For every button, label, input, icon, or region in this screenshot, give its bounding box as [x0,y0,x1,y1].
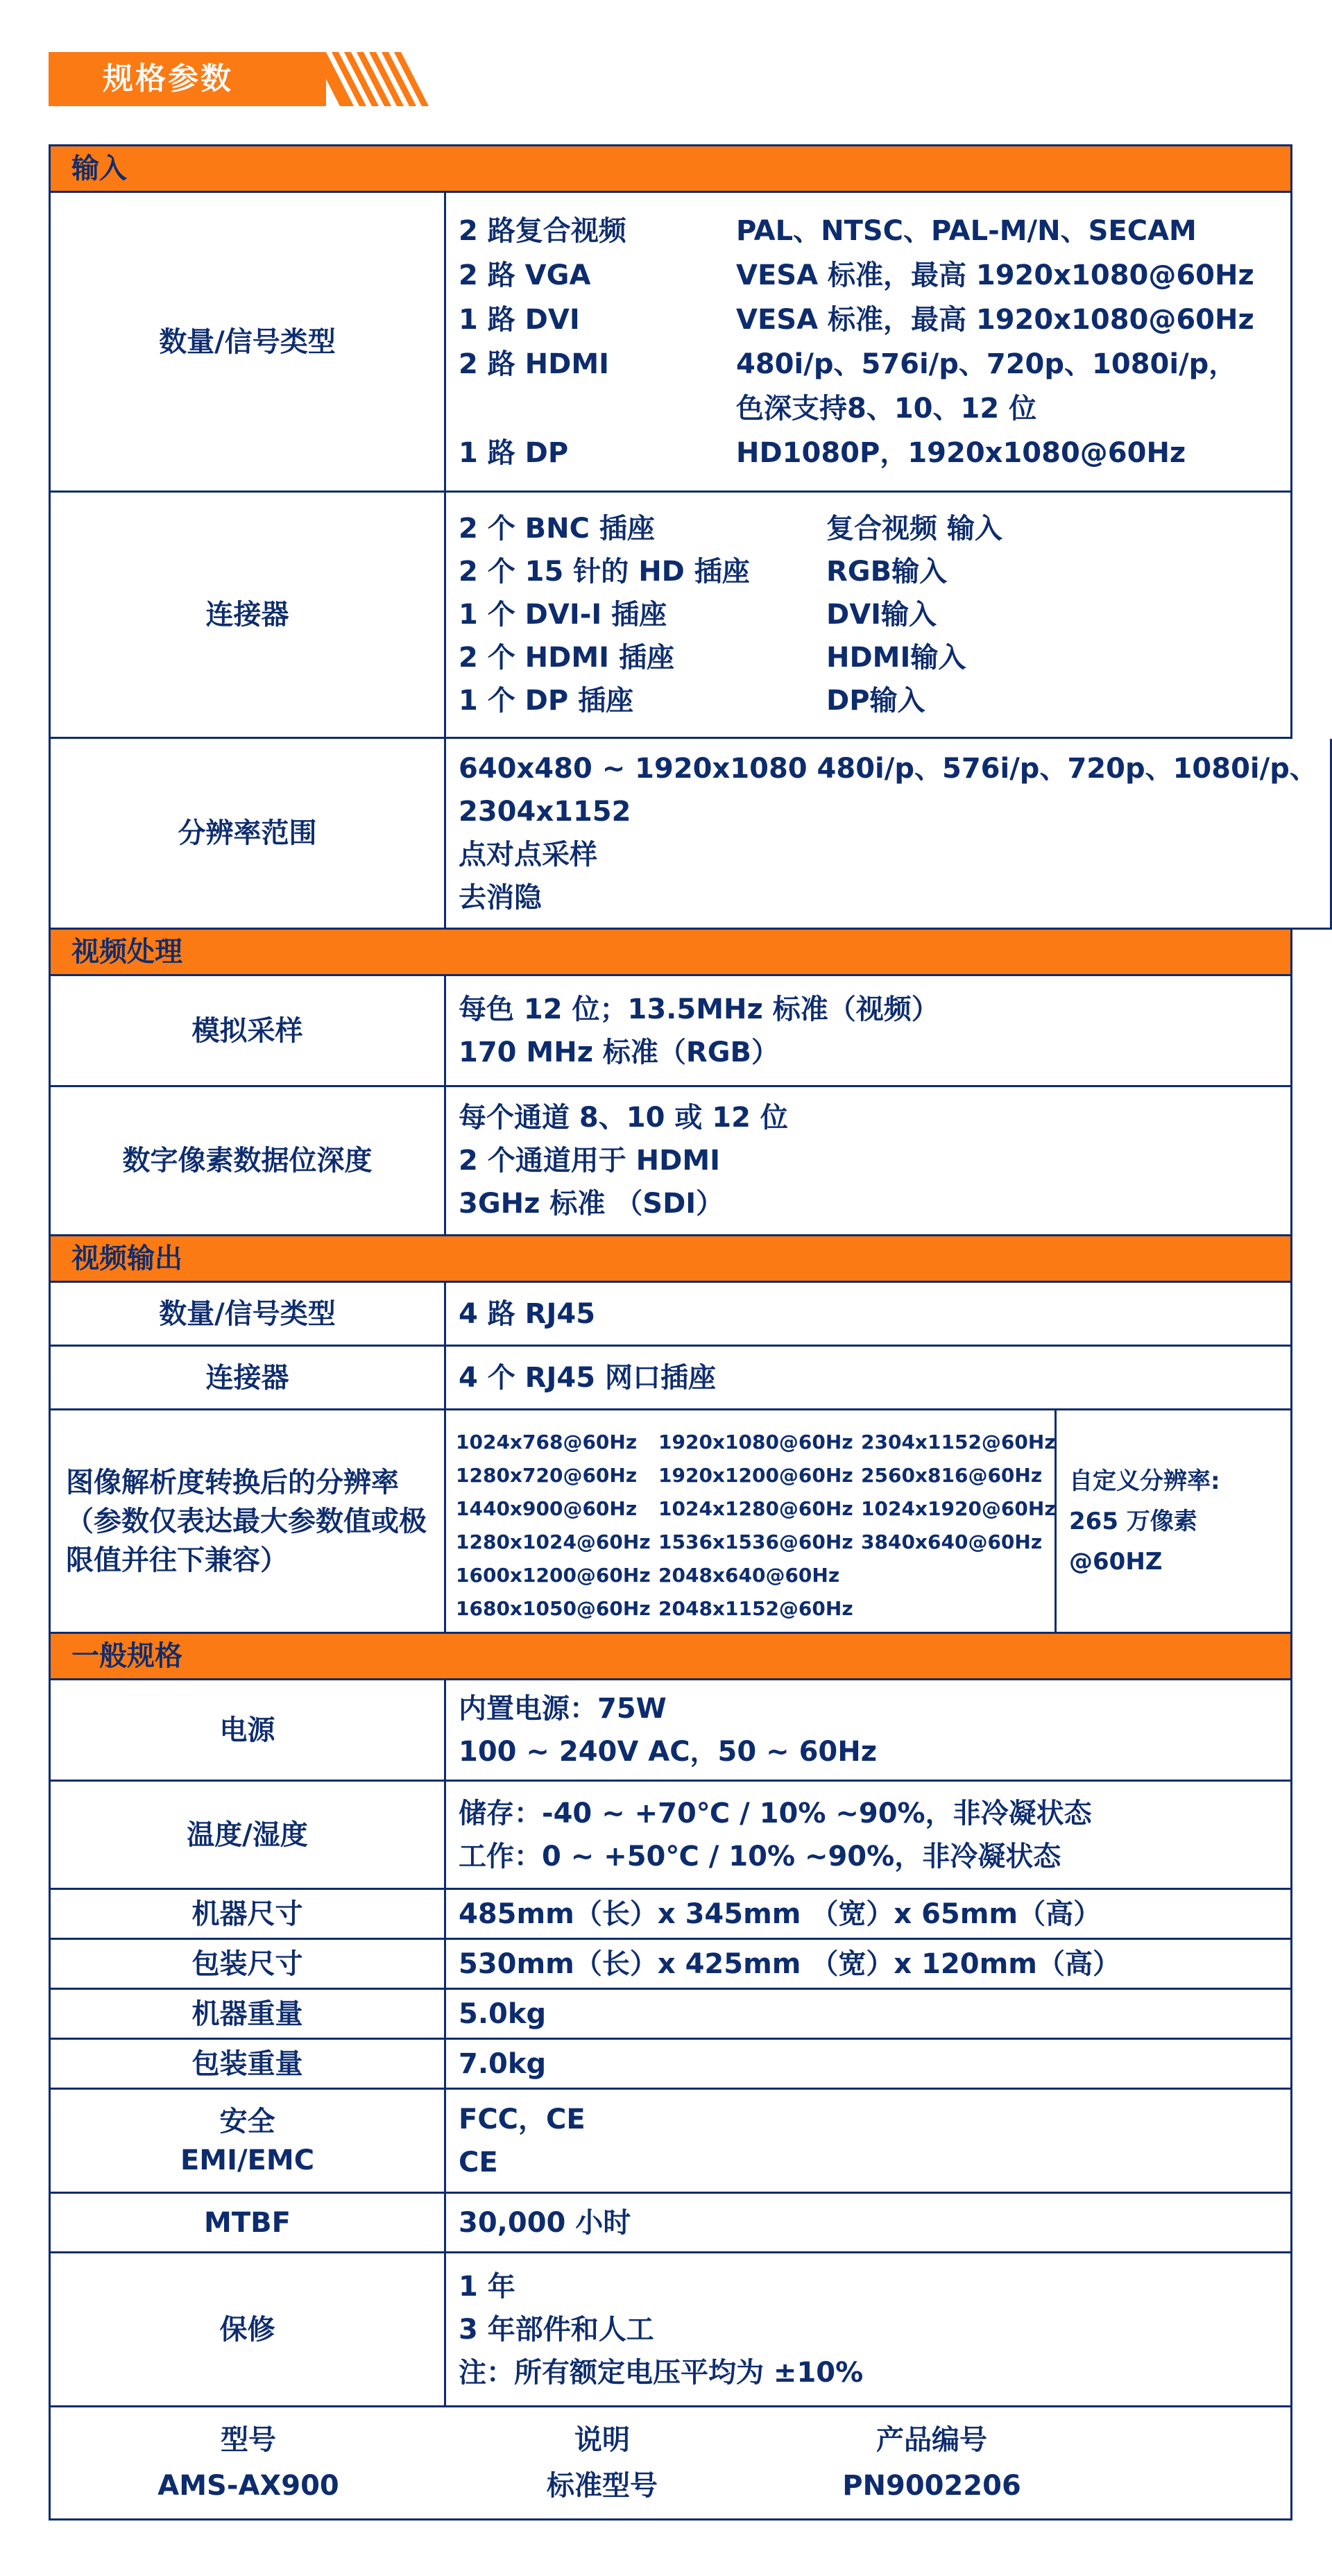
resolution-item: 3840x640@60Hz [861,1530,1043,1553]
row-pack-size [51,1940,1292,1990]
row-label: 机器尺寸 [51,1890,446,1940]
model-column [51,2407,446,2518]
resolution-item: 1536x1536@60Hz [658,1530,853,1553]
row-label: 连接器 [51,1347,446,1410]
banner-stripes-decoration [312,52,430,106]
row-value [446,493,1292,739]
spec-line: 1 个 DP 插座 DP输入 [459,685,925,717]
row-value: 储存：-40 ~ +70℃ / 10% ~90%，非冷凝状态 工作：0 ~ +50℃ / 10% ~90%，非冷凝状态 [446,1782,1292,1890]
row-pack-weight [51,2040,1292,2090]
row-value: 1 年 3 年部件和人工 注：所有额定电压平均为 ±10% [446,2253,1292,2407]
row-input-resolution [51,739,1317,930]
section-header-video-output: 视频输出 [51,1236,1292,1283]
resolution-item: 1024x1920@60Hz [861,1497,1056,1520]
custom-resolution-label: 自定义分辨率: [1069,1467,1220,1495]
spec-line: 1 个 DVI-I 插座 DVI输入 [459,599,937,631]
row-label: 分辨率范围 [51,739,446,930]
row-label: 包装重量 [51,2040,446,2090]
resolution-item [861,1559,1064,1592]
section-banner [49,52,375,106]
spec-line: 2 个 BNC 插座 复合视频 输入 [459,513,1002,545]
banner-title: 规格参数 [103,61,233,96]
row-value: FCC，CE CE [446,2090,1292,2194]
row-temperature [51,1782,1292,1890]
resolution-item: 1440x900@60Hz [456,1497,638,1520]
row-warranty [51,2253,1292,2407]
resolution-item: 1920x1200@60Hz [658,1464,853,1487]
row-input-qty [51,193,1292,493]
spec-line: 1 路 DP HD1080P，1920x1080@60Hz [459,436,1186,469]
description-head: 说明 [574,2424,630,2456]
resolution-item: 2048x1152@60Hz [658,1597,853,1620]
row-label: 数字像素数据位深度 [51,1087,446,1236]
product-number-head: 产品编号 [876,2424,987,2456]
row-output-qty [51,1283,1292,1347]
row-value: 4 路 RJ45 [446,1283,1292,1347]
row-label: 机器重量 [51,1990,446,2040]
resolution-item: 2048x640@60Hz [658,1564,840,1587]
row-value: 内置电源：75W 100 ~ 240V AC，50 ~ 60Hz [446,1680,1292,1782]
row-value: 530mm（长）x 425mm （宽）x 120mm（高） [446,1940,1292,1990]
resolution-item: 1920x1080@60Hz [658,1431,853,1453]
row-input-connector [51,493,1292,739]
row-safety [51,2090,1292,2194]
description-value: 标准型号 [547,2470,658,2502]
row-value: 640x480 ~ 1920x1080 480i/p、576i/p、720p、1080i/p、 2304x1152 点对点采样 去消隐 [446,739,1332,930]
row-value: 4 个 RJ45 网口插座 [446,1347,1292,1410]
row-size [51,1890,1292,1940]
model-value: AMS-AX900 [157,2470,339,2502]
description-column [446,2407,758,2518]
row-value: 30,000 小时 [446,2194,1292,2253]
resolution-item: 2304x1152@60Hz [861,1431,1056,1453]
row-label: 图像解析度转换后的分辨率（参数仅表达最大参数值或极限值并往下兼容） [51,1410,446,1634]
custom-resolution-note [1057,1410,1290,1632]
resolution-item [861,1592,1064,1626]
spec-line: 2 个 HDMI 插座 HDMI输入 [459,642,966,674]
resolution-item: 1600x1200@60Hz [456,1564,651,1587]
row-scaled-resolution [51,1410,1292,1634]
resolution-item: 1024x1280@60Hz [658,1497,853,1520]
row-label: 数量/信号类型 [51,1283,446,1347]
row-label: 安全 EMI/EMC [51,2090,446,2194]
row-value [446,1410,1292,1634]
section-header-general: 一般规格 [51,1634,1292,1680]
spec-line: 色深支持8、10、12 位 [736,392,1037,425]
resolution-item: 1024x768@60Hz [456,1431,638,1453]
row-value [446,193,1292,493]
row-label: 包装尺寸 [51,1940,446,1990]
product-number-column [758,2407,1105,2518]
resolution-item: 2560x816@60Hz [861,1464,1043,1487]
row-label: 模拟采样 [51,976,446,1087]
row-label: MTBF [51,2194,446,2253]
row-label: 温度/湿度 [51,1782,446,1890]
row-digital-depth [51,1087,1292,1236]
row-label: 连接器 [51,493,446,739]
row-value: 5.0kg [446,1990,1292,2040]
custom-resolution-value: 265 万像素@60HZ [1069,1507,1197,1576]
row-weight [51,1990,1292,2040]
model-footer [51,2407,1292,2520]
spec-line: 2 个 15 针的 HD 插座 RGB输入 [459,556,948,588]
resolution-item: 1280x1024@60Hz [456,1530,651,1553]
model-head: 型号 [221,2424,276,2456]
row-value: 每色 12 位；13.5MHz 标准（视频） 170 MHz 标准（RGB） [446,976,1292,1087]
row-label: 保修 [51,2253,446,2407]
spec-table [49,144,1317,2520]
product-number-value: PN9002206 [842,2470,1021,2502]
spec-line: 2 路 VGA VESA 标准，最高 1920x1080@60Hz [459,259,1254,291]
row-value: 485mm（长）x 345mm （宽）x 65mm（高） [446,1890,1292,1940]
row-analog-sampling [51,976,1292,1087]
resolution-grid [446,1410,1057,1632]
spec-line: 2 路复合视频 PAL、NTSC、PAL-M/N、SECAM [459,214,1197,247]
section-header-video-processing: 视频处理 [51,930,1292,976]
section-header-input: 输入 [51,146,1292,193]
row-label: 数量/信号类型 [51,193,446,493]
row-label: 电源 [51,1680,446,1782]
resolution-item: 1680x1050@60Hz [456,1597,651,1620]
spec-line: 1 路 DVI VESA 标准，最高 1920x1080@60Hz [459,303,1254,336]
row-value: 每个通道 8、10 或 12 位 2 个通道用于 HDMI 3GHz 标准 （SDI） [446,1087,1292,1236]
row-output-connector [51,1347,1292,1410]
row-mtbf [51,2194,1292,2253]
spec-line: 2 路 HDMI 480i/p、576i/p、720p、1080i/p， [459,348,1237,380]
row-power [51,1680,1292,1782]
row-value: 7.0kg [446,2040,1292,2090]
resolution-item: 1280x720@60Hz [456,1464,638,1487]
